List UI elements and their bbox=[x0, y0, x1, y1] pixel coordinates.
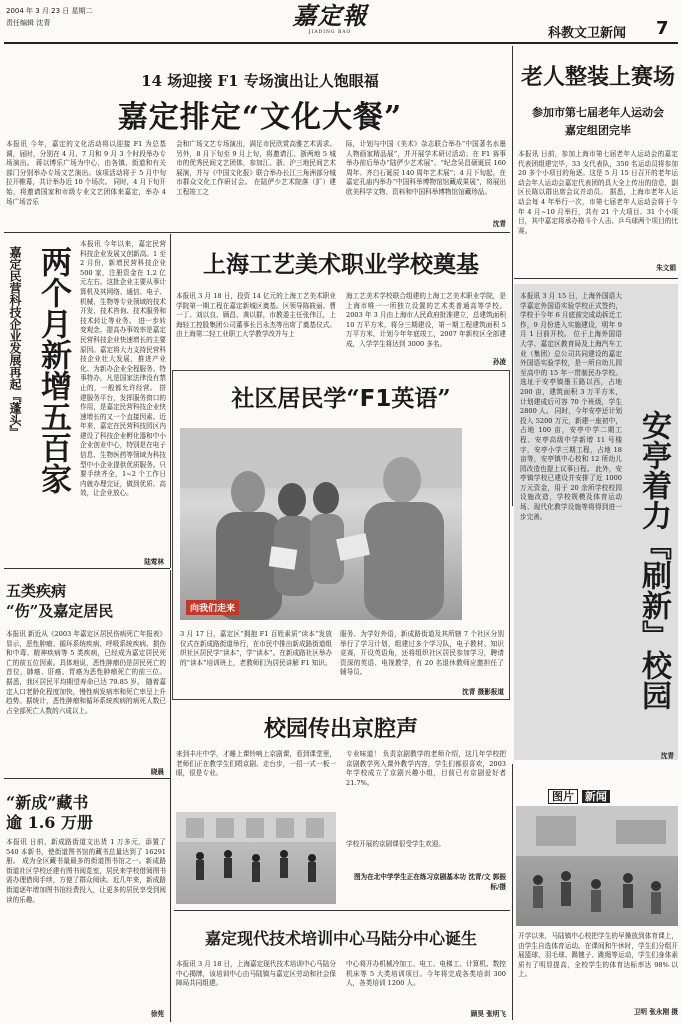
training-signature: 顾昊 张明飞 bbox=[470, 1010, 506, 1018]
photonews-caption: 开学以来，马陆镇中心校把学生的早操放到体育课上，由学生自选体育运动。在课间和午休时，学生们分组开展篮球、羽毛球、踢毽子、跳绳等运动，学生们身体素质有了明显提高，全校学生的体育达标率达 98% 以上。 bbox=[518, 932, 678, 979]
section-title: 科教文卫新闻 bbox=[548, 26, 627, 41]
private-sub-vertical: 嘉定民营科技企业发展再起『蓬头』 bbox=[8, 246, 22, 438]
english-photo-figures bbox=[180, 428, 462, 620]
diseases-title2: “伤”及嘉定居民 bbox=[6, 602, 114, 620]
opera-col2: 专业味道！ 负责京剧教学的老师介绍，这几年学校把京剧教学列入课外教学内容，学生们都很喜欢，2003 年学校成立了京剧兴趣小组，目前已有京剧爱好者 21.7%。 bbox=[346, 750, 506, 787]
page-number: 7 bbox=[656, 18, 669, 39]
col-divider bbox=[512, 46, 513, 506]
photonews-label2: 新闻 bbox=[582, 790, 610, 803]
english-title-suffix: 英语” bbox=[391, 385, 451, 412]
masthead-rule bbox=[4, 42, 678, 44]
section-rule bbox=[174, 910, 510, 911]
english-title-prefix: 社区居民学“ bbox=[231, 385, 360, 412]
section-rule bbox=[4, 232, 510, 233]
books-signature: 徐苑 bbox=[150, 1010, 164, 1018]
issue-date: 2004 年 3 月 23 日 星期二 bbox=[6, 7, 93, 15]
elderly-title: 老人整装上赛场 bbox=[520, 64, 675, 90]
section-rule bbox=[514, 278, 678, 279]
elderly-signature: 朱文娟 bbox=[656, 264, 676, 272]
opera-title: 校园传出京腔声 bbox=[263, 716, 418, 742]
col-divider bbox=[170, 234, 171, 568]
f1show-signature: 沈青 bbox=[492, 220, 506, 228]
school-col2: 海工艺美术学校联合组建的上海工艺美术职业学院，是上海市唯一一所独立设置的艺术类普通高等学校。2003 年 3 月由上海市人民政府批准建立，总建筑面积 10 万平方米，将分三期建设，第一期工程建筑面积 5 万平方米，计划今年年底竣工，2007 年新校区全部建成，入学学生将达到 3000 多名。 bbox=[346, 292, 506, 348]
diseases-title1: 五类疾病 bbox=[6, 582, 67, 600]
logo-subtext: JIADING BAO bbox=[308, 30, 352, 35]
f1show-col2: 会和广场文艺专场演出，满足市民欣赏高雅艺术需求。 另外，8 月下旬至 9 月上旬，将邀请江、浙两地 5 城市的优秀民间文艺团体，参加江、浙、沪三地民间艺术展演，并与《中国文化报》联合举办长江三角洲部分城市群众文化工作研讨会。 在陆俨少艺术院落（扩）建工程竣工之 bbox=[176, 140, 336, 196]
f1show-title: 嘉定排定“文化大餐” bbox=[117, 100, 403, 135]
english-title bbox=[176, 380, 506, 413]
books-title1: “新成”藏书 bbox=[6, 793, 89, 812]
f1show-col1: 本报讯 今年，嘉定的文化活动将以迎接 F1 为总基调，届时，分别在 4 月、7 月和 9 月 3 个时段举办专场演出。 蒋以博乐广场为中心，由各镇、街道和有关部门分别举办专场文艺演出。该项活动将于 5 月中旬拉开帷幕，共计举办近 10 个场次。 同时，4 月下旬开始，将邀请国家和市级专业文艺团体来嘉定，举办 4 场广场音乐 bbox=[6, 140, 166, 206]
private-title-vertical: 两个月新增五百家 bbox=[35, 246, 71, 494]
section-rule bbox=[4, 568, 170, 569]
opera-col3: 学校开展的京剧课很受学生欢迎。 bbox=[346, 840, 445, 848]
opera-caption: 图为在北中学学生正在练习京剧基本功 沈青/文 郭振标/摄 bbox=[353, 873, 506, 891]
anting-signature: 沈青 bbox=[660, 752, 674, 760]
photonews-signature: 卫明 张永刚 摄 bbox=[633, 1008, 678, 1016]
anting-body: 本报讯 3 月 15 日，上海外国语大学嘉定外国语实验学校正式签约，学校于今年 6 月底前完成动拆迁工作，9 月份进入实施建设，明年 9 月 1 日前开校。 位于上海外国语大学、嘉定区教育局及上海汽车工业（集团）总公司共同建设的嘉定外国语实验学校，是一所自幼儿园至高中的 15 年一贯制民办学校。选址于安亭镇墨玉路以西，占地 200 亩，建筑面积 3 万平方米，计划建成后可容 70 个班级，学生 2800 人。 同时，今年安亭还计划投入 5200 万元，新建一座初中，占地 100 亩，安亭中学二期工程、安亭高级中学新增 11 号楼宇，安亭小学三期工程，占地 18 亩等，安亭镇中心校和 12 所幼儿园改造也提上议事日程。 此外，安亭镇学校已建设并安排了近 1000 万元资金，用于 20 余所学校校园设施改造，学校规模及体育运动场、现代化教学设施等将得到进一步完善。 bbox=[520, 292, 622, 521]
col-divider bbox=[170, 570, 171, 1022]
school-col1: 本报讯 3 月 18 日，投资 14 亿元的上海工艺美术职业学院第一期工程在嘉定新城区奠基。区领导陈筱丽、曹一丁、刘以良、顾昌、龚以群，市教委主任张伟江，上海轻工控股集团公司董事长吕永杰等出席了奠基仪式。 由上海第二轻工业职工大学教学改并与上 bbox=[176, 292, 336, 339]
private-signature: 陆莺林 bbox=[144, 558, 164, 566]
f1show-subtitle: 14 场迎接 F1 专场演出让人饱眼福 bbox=[141, 72, 379, 90]
english-photo bbox=[180, 428, 462, 620]
training-title: 嘉定现代技术培训中心马陆分中心诞生 bbox=[204, 929, 477, 948]
diseases-signature: 晓晨 bbox=[150, 768, 164, 776]
books-body: 本报讯 日前，新成路街道文出货 1 万多元，添置了 540 本新书，使街道图书馆的藏书总量达到了 16291 册。 成为全区藏书量最多的街道图书馆之一。新成路街道社区学校还建有图书阅览室，居民来学校借阅图书需办理借阅手续，方便了群众阅读。近几年来，新成路街道逐年增加图书馆经费投入，让更多的居民享受到阅读的乐趣。 bbox=[6, 838, 166, 904]
photonews-photo bbox=[516, 806, 678, 926]
photonews-label bbox=[548, 788, 610, 804]
diseases-body: 本报讯 新近从《2003 年嘉定区居民伤病死亡年报表》显示，恶性肿瘤、循环系统疾病、呼吸系统疾病、损伤和中毒、精神疾病等 5 类疾病，已经成为嘉定居民死亡的前五位因素。具体地说，恶性肿瘤仍是居民死亡的首位，肺癌、肝癌、胃癌为恶性肿瘤死亡的前三位。 据悉，我区居民平均期望寿命已达 79.85 岁。 随着嘉定人口老龄化程度加快，慢性病发病率和死亡率呈上升趋势。据统计，恶性肿瘤和循环系统疾病的病死人数已占全部死亡人数的六成以上。 bbox=[6, 630, 166, 715]
english-col2: 服务、为学好外语，新成路街道及其所辖 7 个社区分别举行了学习计划，组建过多个学习队，电子教材、知识竞赛，开设英语角，还将组织社区居民参加学习，聘请资深的英语、电视教学，有 20 名退休教师应邀担任了辅导员。 bbox=[340, 630, 504, 677]
opera-photo bbox=[176, 812, 336, 904]
training-col1: 本报讯 3 月 18 日，上海嘉定现代技术培训中心马陆分中心揭牌，该培训中心由马陆镇与嘉定区劳动和社会保障局共同组建。 bbox=[176, 960, 336, 988]
english-signature: 沈青 摄影报道 bbox=[462, 688, 504, 696]
english-title-f1: F1 bbox=[359, 386, 392, 412]
logo-text: 嘉定報 bbox=[292, 1, 368, 30]
english-col1: 3 月 17 日，嘉定区“拥抱 F1 百姓素质”读本“发放仪式在新成路街道举行，在市民中推出新成路街道组织社区居民学“读本”，学“读本”。在新成路社区举办的“读本”培训班上，老教师们为居民讲解 F1 知识。 bbox=[180, 630, 332, 667]
english-caption bbox=[466, 428, 506, 618]
photonews-photo-figures bbox=[516, 806, 678, 926]
opera-col1: 来到丰庄中学，才睡上课铃响上京剧课，看到课堂里，老师们正在教学生们唱京剧、走台步，一招一式一板一眼，很是专业。 bbox=[176, 750, 336, 778]
books-title2: 逾 1.6 万册 bbox=[6, 813, 93, 832]
anting-title-vertical: 安亭着力『刷新』校园 bbox=[636, 410, 671, 710]
private-body: 本报讯 今年以来，嘉定民营科技企业发展又创新高。1 至 2 月份，新增民营科技企业 500 家，注册资金在 1.2 亿元左右。这批企业主要从事计算机及其网络、通信、电子、机械、生物等专业领域的技术开发、技术咨询、技术服务和技术转让等业务。 进一步转变观念，提高办事效率是嘉定民营科技企业快速增长的主要原因。嘉定将大力支持民营科技企业壮大发展，推进产业化、为新办企业全程服务、特事特办，凡是国家法律没有禁止的，一般都允许经营。 搭建服务平台，发挥服务窗口的作用，是嘉定民营科技企业快速增长的又一个直接因素。近年来，嘉定在民营科技园区内建设了科技企业孵化器和中小企业创业中心，特别是在电子信息、生物医药等领域为科技型中小企业提供优质服务。只要手续齐全，1~2 个工作日内就办理完证，做到优质、高效，让企业放心。 bbox=[80, 240, 166, 498]
masthead-logo bbox=[290, 2, 370, 40]
elderly-sub2: 嘉定组团完毕 bbox=[565, 124, 631, 137]
opera-photo-figures bbox=[176, 812, 336, 904]
col-divider bbox=[512, 764, 513, 1020]
f1show-col3: 际，计划与中国《美术》杂志联合举办“中国著名水墨人物画家精品展”，并开展学术研讨活动；在 F1 赛事举办前后举办“陆俨少艺术展”、“纪念吴昌硕诞辰 160 周年、齐白石诞辰 140 周年艺术展”；4 月下旬起，在嘉定孔庙内举办“中国科举博物馆馆藏成果展”，将展出欧美科学文物、资料和中国科举博物馆馆藏珍品。 bbox=[346, 140, 506, 196]
editor-credit: 责任编辑 沈青 bbox=[6, 19, 51, 27]
school-signature: 孙凌 bbox=[492, 358, 506, 366]
elderly-body: 本报讯 日前，参加上海市第七届老年人运动会的嘉定代表团组建完毕，33 支代表队，350 名运动员将参加 20 多个小项目的角逐。这是 5 月 15 日召开的老年运动会年人运动会嘉定代表团的具大全上传出的信息，副区长陈以群出席会议并动员。 据悉，上海市老年人运动会每 4 年举行一次，市第七届老年人运动会将于今年 4 月~10 月举行，共有 21 个大项目、31 个小项目，其中嘉定将承办格斗个人击、乒乓球两个项目的比赛。 bbox=[518, 150, 678, 235]
english-photo-banner: 向我们走来 bbox=[186, 600, 239, 615]
training-col2: 中心将开办机械冷加工、电工、电梯工、计算机、数控机床等 5 大类培训项目。今年将完成各类培训 300 人，各类培训 1200 人。 bbox=[346, 960, 506, 988]
photonews-label1: 图片 bbox=[548, 789, 578, 804]
school-title: 上海工艺美术职业学校奠基 bbox=[203, 251, 479, 278]
elderly-sub1: 参加市第七届老年人运动会 bbox=[532, 106, 664, 119]
section-rule bbox=[4, 778, 170, 779]
